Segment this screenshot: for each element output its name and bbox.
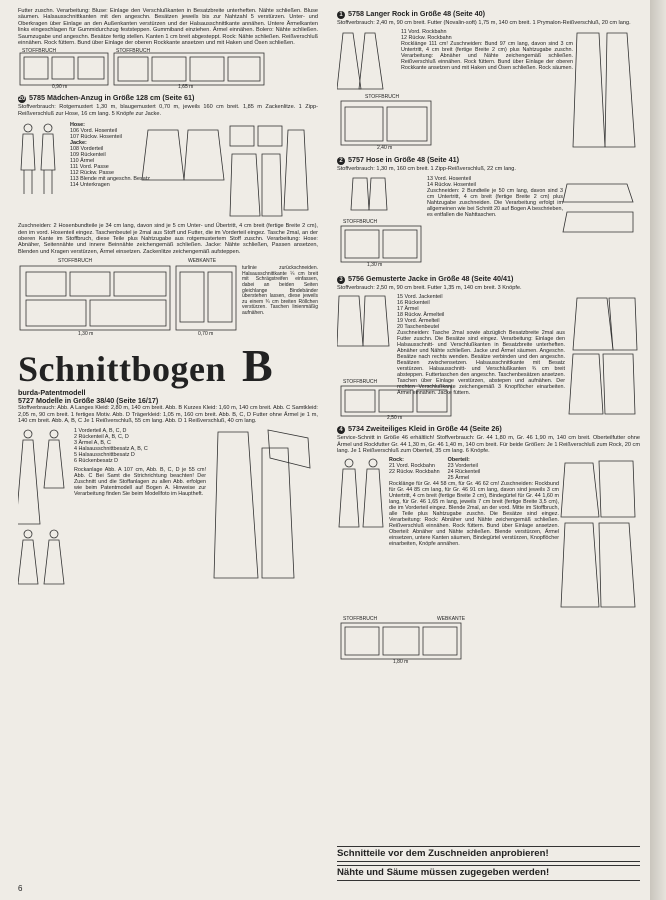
width-label: 2,50 m <box>387 415 403 422</box>
page-edge <box>650 0 666 900</box>
part-item: Jacke: <box>70 140 87 147</box>
part-item: Rock: <box>389 457 404 464</box>
part-item: 23 Vorderteil <box>447 463 478 470</box>
part-item: 4 Halsausschnittbesatz A, B, C <box>74 445 148 452</box>
part-item: 17 Ärmel <box>397 306 419 313</box>
section-4-text: Rocklänge für Gr. 44 58 cm, für Gr. 46 62 cm! Zuschneiden: Rockbund für Gr. 44 85 cm lang, für Gr. 46 91 cm lang, davon sind jeweils 3 cm Untertritt, 4 cm breit (fertige Breite 2 cm), Bindegürtel für Gr. 44 1,60 m lang, für Gr. 46 1,65 m lang, jeweils 7 cm breit (fertige Breite 3,5 cm), die im Vorderteil eingez. Blende 2mal, an der vord. Mitte im Stoffbruch, alle Teile plus Nahtzugabe zuschn. Die Besätze sind eingez. Verarbeitung: Rock: Abnäher und Nähte zeichengemäß schließen. Reißverschluß einnähen. Rock füttern. Bund über Einlage ansetzen. Oberteil: Abnäher und Nähte schließen. Blende verstürzen, Ärmel einsetzen, untere Kanten säumen, Bindegürtel verstürzen, Knopflöcher einarbeiten, Knöpfe annähen. <box>389 481 559 548</box>
width-label: 0,70 m <box>198 331 214 338</box>
stoffbruch-label: STOFFBRUCH <box>343 379 378 386</box>
section-20-stoff: Stoffverbrauch: Rotgemustert 1,30 m, blaugemustert 0,70 m, jeweils 160 cm breit. 1,85 m Zackenlitze. 1 Zipp-Reißverschluß zur Hose, 16 cm lang. 5 Knöpfe zur Jacke. <box>18 104 318 117</box>
schnittbogen-heading <box>18 340 318 392</box>
part-item: 114 Unterkragen <box>70 182 110 189</box>
part-item: 11 Vord. Rockbahn <box>401 29 447 36</box>
patent-heading: burda-Patentmodell <box>18 388 86 398</box>
section-3-heading <box>337 275 640 284</box>
model-5727-title: 5727 Modelle in Größe 38/40 (Seite 16/17) <box>18 396 159 406</box>
section-number: 3 <box>337 276 345 284</box>
section-number: 2 <box>337 157 345 165</box>
section-1-parts <box>401 29 573 71</box>
model-5727-stoff: Stoffverbrauch: Abb. A Langes Kleid: 2,80 m, 140 cm breit. Abb. B Kurzes Kleid: 1,60 m, 140 cm breit. Abb. C Samtkleid: 2,05 m, 90 cm breit. 1 fertiges Motiv. Abb. D Trägerkleid: 1,05 m, 160 cm breit. Abb. B, C, D Futter ohne Ärmel je 1 m, 140 cm breit. Abb. A, B, C Je 1 Reißverschluß, 55 cm lang. Abb. D 1 Reißverschluß, 40 cm lang. <box>18 405 318 425</box>
section-3-figures <box>337 294 640 422</box>
part-item: 5 Halsausschnittbesatz D <box>74 451 135 458</box>
stoffbruch-label: STOFFBRUCH <box>116 48 151 55</box>
pattern-layout-1 <box>18 49 318 91</box>
section-3-parts <box>397 294 565 396</box>
section-number: 1 <box>337 11 345 19</box>
model-5727-text: Rockanlage Abb. A 107 cm, Abb. B, C, D je 55 cm! Abb. C Bei Samt die Strichrichtung beachten! Der Zuschnitt und die Stoffanlagen zu allen Abb. erfolgen wie beim Patentmodell auf Bogen A. Hinweise zur Verarbeitung finden Sie beim Modellfoto im Hauptheft. <box>74 466 206 497</box>
part-item: 16 Rückenteil <box>397 300 430 307</box>
section-20-figures <box>18 120 318 220</box>
part-item: 18 Rückw. Ärmelteil <box>397 312 445 319</box>
part-item: 6 Rückenbesatz D <box>74 457 119 464</box>
width-label: 1,65 m <box>178 84 194 91</box>
intro-text: Futter zuschn. Verarbeitung: Bluse: Einlage den Verschlußkanten in Besatzbreite unterheften. Nähte schließen. Bluse säumen. Halsausschnittkanten mit den angeschn. Besätzen jeweils bis zur Nahtzahl 5 verstürzen. Unter- und Oberkragen über Einlage an den Außenkanten verstürzen und der Halsausschnittkante annähen. Untere Ärmelkanten links eingeschlagen für Gummidurchzug feststeppen. Gummiband einziehen. Ärmel einnähen. Bolero: Nähte schließen. Saumzugabe und angeschn. Besätze fertig stellen. Kanten 1 cm breit abgesteppt. Rock: Nähte schließen. Reißverschluß einnähen. Rock füttern. Bund über Einlage der oberen Rockkante ansetzen und mit Haken und Ösen schließen. <box>18 8 318 47</box>
part-item: 20 Taschenbeutel <box>397 324 440 331</box>
banner-line-2: Nähte und Säume müssen zugegeben werden! <box>337 865 640 881</box>
section-2-heading <box>337 156 640 165</box>
part-item: 15 Vord. Jackenteil <box>397 294 443 301</box>
stoffbruch-label: STOFFBRUCH <box>58 258 93 265</box>
webkante-label: WEBKANTE <box>437 616 466 623</box>
model-5727-parts <box>74 428 206 497</box>
banner-line-1: Schnitteile vor dem Zuschneiden anprobieren! <box>337 846 640 862</box>
part-item: 107 Rückw. Hosenteil <box>70 134 122 141</box>
section-3-stoff: Stoffverbrauch: 2,50 m, 90 cm breit. Futter 1,35 m, 140 cm breit. 3 Knöpfe. <box>337 284 522 291</box>
section-number: 20 <box>18 96 26 103</box>
section-4-heading <box>337 425 640 434</box>
width-label: 1,80 m <box>393 659 409 666</box>
section-title: 5756 Gemusterte Jacke in Größe 48 (Seite 40/41) <box>348 273 514 283</box>
section-20-heading <box>18 94 318 103</box>
width-label: 0,90 m <box>52 84 68 91</box>
right-column <box>337 8 640 670</box>
page-number: 6 <box>18 884 23 893</box>
section-1-text: Rocklänge 111 cm! Zuschneiden: Bund 97 cm lang, davon sind 3 cm Untertritt, 4 cm breit (fertige Breite 2 cm) plus Nahtzugabe zuschn. Verarbeitung: Abnäher und Nähte zeichengemäß schließen. Reißverschluß einnähen. Rock füttern. Bund über Einlage der oberen Rockkante ansetzen und mit Haken und Ösen schließen. Rock säumen. <box>401 41 573 72</box>
part-item: 22 Rückw. Rockbahn <box>389 469 440 476</box>
part-item: 13 Vord. Hosenteil <box>427 175 472 182</box>
section-title: 5758 Langer Rock in Größe 48 (Seite 40) <box>348 9 486 18</box>
section-2-parts <box>427 176 563 218</box>
section-3-text: Zuschneiden: Tasche 2mal sowie abzüglich Besatzbreite 2mal aus Futter zuschn. Die Besätze sind eingez. Verarbeitung: Einlage den Halsausschnitt- und Verschlußkanten in Besatzbreite unterheften. Abnäher und Nähte schließen. Jacke und Ärmel säumen. Angeschn. Besätze nach rechts wenden. Besätze verbinden und den angeschn. Besätzen zwischensetzen. Halsausschnittkante mit Besatz verstürzen. Halsausschnitt- und Verschlußkanten ¾ cm breit absteppen. Futtertaschen den angeschn. Taschenbesätzen ansetzen. Taschen über Einlage verstürzen, abstepen und aufnähen. Der rechten Verschlußkante zeichengemäß 3 Knopflöcher einarbeiten. Ärmel einnähen. Jacke füttern. <box>397 330 565 397</box>
stoffbruch-label: STOFFBRUCH <box>343 218 378 225</box>
section-2-stoff: Stoffverbrauch: 1,30 m, 160 cm breit. 1 Zipp-Reißverschluß, 22 cm lang. <box>337 166 516 173</box>
part-item: 19 Vord. Ärmelteil <box>397 318 440 325</box>
part-item: 106 Vord. Hosenteil <box>70 128 118 135</box>
schnittbogen-word: Schnittbogen <box>18 349 227 390</box>
width-label: 1,30 m <box>367 261 383 268</box>
part-item: 112 Rückw. Passe <box>70 170 114 177</box>
webkante-label: WEBKANTE <box>188 258 217 265</box>
width-label: 2,40 m <box>377 145 393 152</box>
part-item: 25 Ärmel <box>447 475 470 482</box>
schnittbogen-letter: B <box>242 340 274 392</box>
part-item: 108 Vorderteil <box>70 146 104 153</box>
section-2-figures <box>337 176 640 272</box>
suit-drawings <box>18 120 318 220</box>
notice-banner <box>337 846 640 884</box>
part-item: Hose: <box>70 122 85 129</box>
width-label: 1,30 m <box>78 331 94 338</box>
part-item: 21 Vord. Rockbahn <box>389 463 435 470</box>
part-item: 14 Rückw. Hosenteil <box>427 181 476 188</box>
pattern-layout-20 <box>18 258 318 340</box>
part-item: 3 Ärmel A, B, C <box>74 439 111 446</box>
part-item: 109 Rückenteil <box>70 152 106 159</box>
stoffbruch-label: STOFFBRUCH <box>343 616 378 623</box>
section-20-turlinie: turlinie zurückschneiden. Halsausschnittkante ¼ cm breit mit Schrägstreifen einfassen, dabei an beiden Seiten gleichlange Bindebänder überstehen lassen, diese jeweils zu einem ¾ cm breiten Röllchen verstürzen. Taschen linienmäßig aufnähen. <box>242 265 318 317</box>
section-4-figures <box>337 457 640 667</box>
section-title: 5734 Zweiteiliges Kleid in Größe 44 (Seite 26) <box>348 424 502 434</box>
section-title: 5757 Hose in Größe 48 (Seite 41) <box>348 155 460 165</box>
part-item: 113 Blende mit angeschn. Besatz <box>70 176 150 183</box>
section-1-figures <box>337 29 640 153</box>
left-column <box>18 8 318 591</box>
section-4-stoff: Service-Schnitt in Größe 46 erhältlich! Stoffverbrauch: Gr. 44 1,80 m, Gr. 46 1,90 m, 140 cm breit. Oberteilfutter ohne Ärmel und Rockfutter Gr. 44 1,30 m, Gr. 46 1,40 m, 140 cm breit. Für beide Größen: Je 1 Reißverschluß zum Rock, 20 cm lang. Je 1 Reißverschluß zum Oberteil, 35 cm lang. 6 Knöpfe. <box>337 435 640 455</box>
section-2-text: Zuschneiden: 2 Bundteile je 50 cm lang, davon sind 3 cm Untertritt, 4 cm breit (fertige Breite 2 cm) plus Nahtzugabe zuschneiden. Die Verarbeitung erfolgt im allgemeinen wie bei Schnitt 20 auf Bogen A beschrieben, es entfallen die Nahttaschen. <box>427 187 563 218</box>
part-item: 1 Vorderteil A, B, C, D <box>74 427 127 434</box>
part-item: 110 Ärmel <box>70 158 95 165</box>
part-item: 12 Rückw. Rockbahn <box>401 35 452 42</box>
part-item: Oberteil: <box>447 457 470 464</box>
section-number: 4 <box>337 426 345 434</box>
section-title: 5785 Mädchen-Anzug in Größe 128 cm (Seite 61) <box>29 93 195 103</box>
stoffbruch-label: STOFFBRUCH <box>22 48 57 55</box>
suit-parts-list <box>70 122 150 188</box>
model-5727-figures <box>18 428 318 588</box>
part-item: 111 Vord. Passe <box>70 164 109 171</box>
section-1-stoff: Stoffverbrauch: 2,40 m, 90 cm breit. Futter (Novalin-soft) 1,75 m, 140 cm breit. 1 Prymalon-Reißverschluß, 20 cm lang. <box>337 20 631 26</box>
stoffbruch-label: STOFFBRUCH <box>365 94 400 101</box>
section-4-parts <box>389 457 559 547</box>
part-item: 24 Rückenteil <box>447 469 481 476</box>
section-1-heading <box>337 10 640 19</box>
part-item: 2 Rückenteil A, B, C, D <box>74 433 129 440</box>
section-20-text: Zuschneiden: 2 Hosenbundteile je 34 cm lang, davon sind je 5 cm Unter- und Übertritt, 4 cm breit (fertige Breite 2 cm), den im vord. Hosenteil eingez. Taschenbeutel je 2mal aus Stoff und Futter, die im Vorderteil eingez. Tasche 2mal, an der oberen Kante im Stoffbruch, diese Teile plus Nahtzugabe aus rotgemustertem Stoff zuschn. Verarbeitung: Hose: Abnäher, Seitennähte und innere Beinnähte zeichengemäß schließen. Jacke: Nähte schließen, Passen ansetzen, Blenden und Kragen verstürzen, Ärmel einsetzen. Zackenlitze zeichengemäß aufsteppen. <box>18 223 318 255</box>
